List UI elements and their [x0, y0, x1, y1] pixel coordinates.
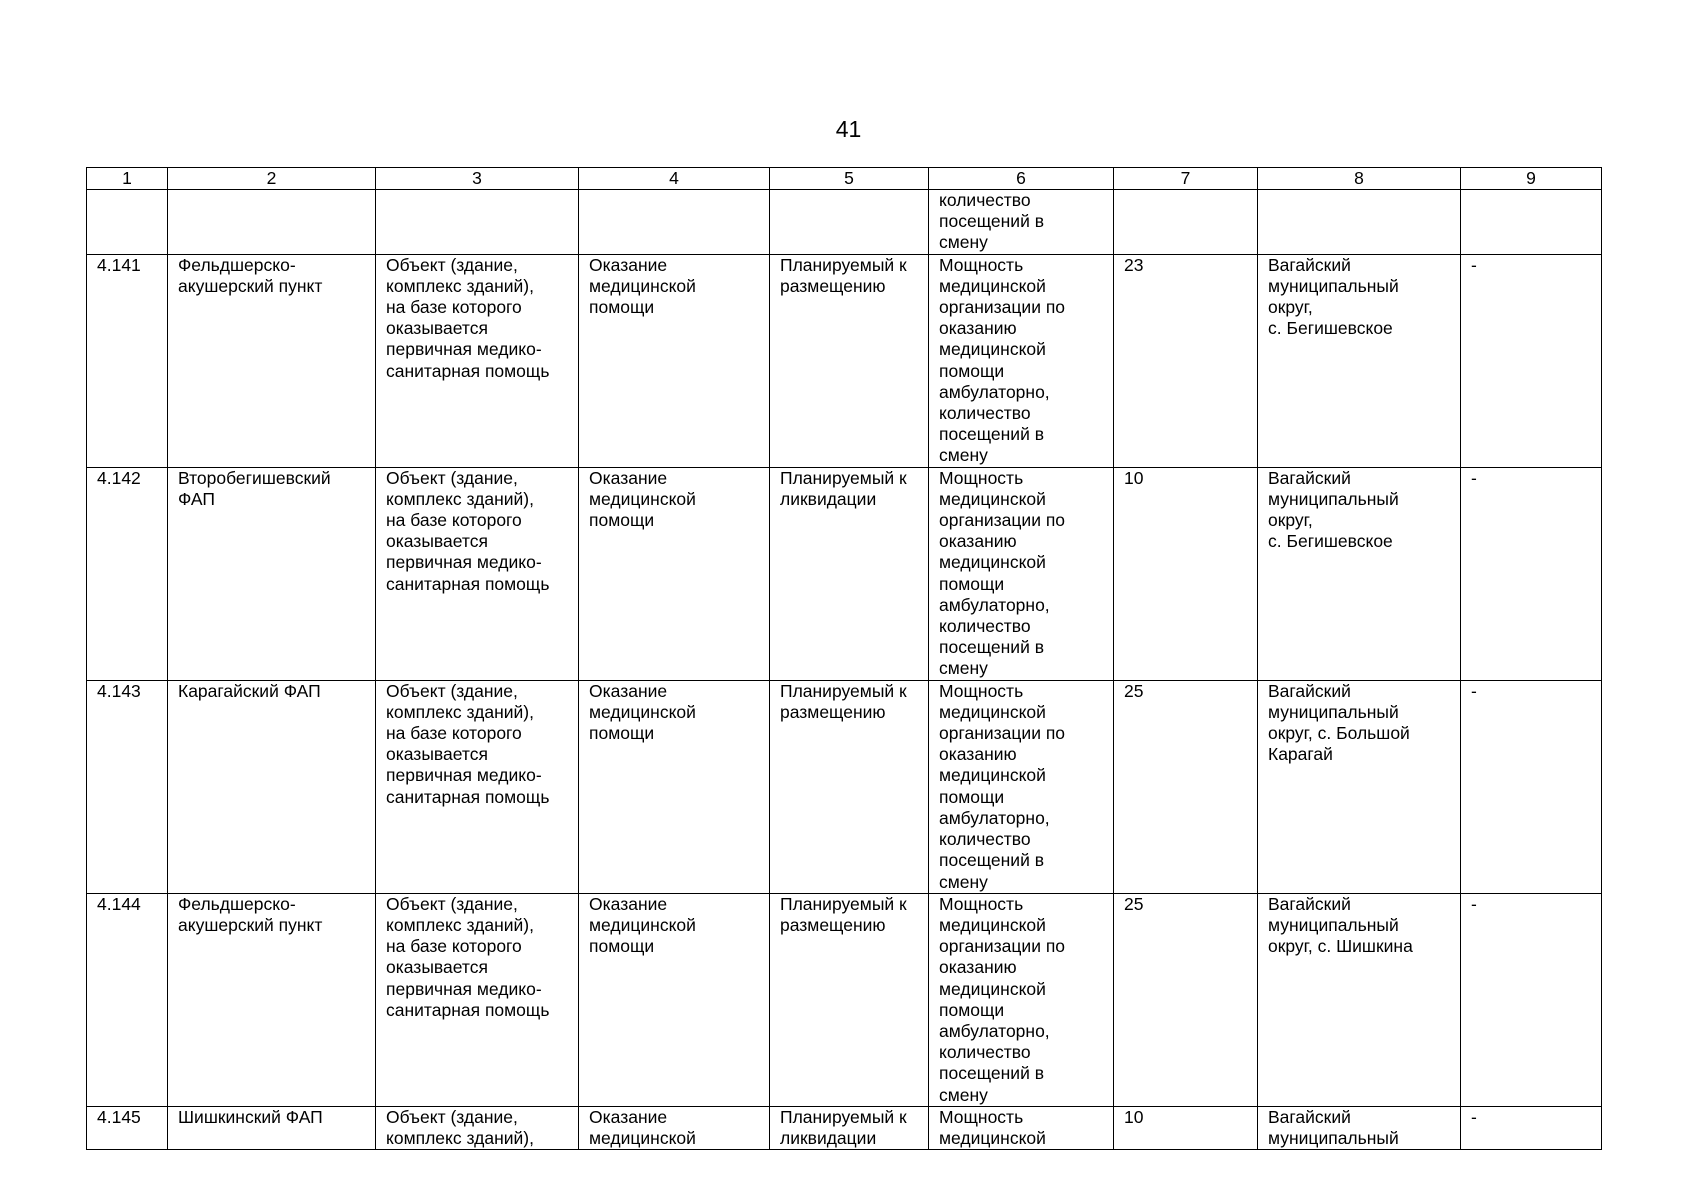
status-cell: Планируемый к размещению [770, 680, 929, 893]
zone-cell: - [1461, 893, 1602, 1106]
status-cell: Планируемый к размещению [770, 254, 929, 467]
object-name-cell: Второбегишевский ФАП [168, 467, 376, 680]
status-cell: Планируемый к размещению [770, 893, 929, 1106]
table-cell [168, 190, 376, 255]
column-number: 8 [1258, 168, 1461, 190]
characteristic-cell: Мощность медицинской организации по оказанию медицинской помощи амбулаторно, количество посещений в смену [929, 680, 1114, 893]
table-row [87, 893, 1602, 1106]
column-number: 9 [1461, 168, 1602, 190]
continuation-row [87, 190, 1602, 255]
object-type-cell: Объект (здание, комплекс зданий), на базе которого оказывается первичная медико- санитарная помощь [376, 254, 579, 467]
table-row [87, 680, 1602, 893]
location-cell: Вагайский муниципальный [1258, 1106, 1461, 1149]
page-number: 41 [835, 116, 862, 142]
table-row [87, 254, 1602, 467]
column-number: 2 [168, 168, 376, 190]
characteristic-cell: Мощность медицинской организации по оказанию медицинской помощи амбулаторно, количество посещений в смену [929, 254, 1114, 467]
location-cell: Вагайский муниципальный округ, с. Бегишевское [1258, 254, 1461, 467]
object-type-cell: Объект (здание, комплекс зданий), на базе которого оказывается первичная медико- санитарная помощь [376, 680, 579, 893]
characteristic-cell: Мощность медицинской организации по оказанию медицинской помощи амбулаторно, количество посещений в смену [929, 893, 1114, 1106]
column-number-row [87, 168, 1602, 190]
zone-cell: - [1461, 467, 1602, 680]
zone-cell: - [1461, 254, 1602, 467]
object-name-cell: Фельдшерско- акушерский пункт [168, 893, 376, 1106]
table-cell [1114, 190, 1258, 255]
location-cell: Вагайский муниципальный округ, с. Шишкина [1258, 893, 1461, 1106]
row-number-cell: 4.142 [87, 467, 168, 680]
status-cell: Планируемый к ликвидации [770, 467, 929, 680]
value-cell: 25 [1114, 893, 1258, 1106]
column-number: 1 [87, 168, 168, 190]
purpose-cell: Оказание медицинской помощи [579, 893, 770, 1106]
row-number-cell: 4.143 [87, 680, 168, 893]
row-number-cell: 4.141 [87, 254, 168, 467]
column-number: 7 [1114, 168, 1258, 190]
table-row [87, 1106, 1602, 1149]
zone-cell: - [1461, 1106, 1602, 1149]
object-name-cell: Карагайский ФАП [168, 680, 376, 893]
table-row [87, 467, 1602, 680]
table-cell [87, 190, 168, 255]
column-number: 6 [929, 168, 1114, 190]
characteristic-cell: Мощность медицинской [929, 1106, 1114, 1149]
object-type-cell: Объект (здание, комплекс зданий), [376, 1106, 579, 1149]
column-number: 4 [579, 168, 770, 190]
value-cell: 25 [1114, 680, 1258, 893]
object-type-cell: Объект (здание, комплекс зданий), на базе которого оказывается первичная медико- санитарная помощь [376, 467, 579, 680]
value-cell: 10 [1114, 467, 1258, 680]
purpose-cell: Оказание медицинской помощи [579, 467, 770, 680]
table-cell [579, 190, 770, 255]
location-cell: Вагайский муниципальный округ, с. Большой Карагай [1258, 680, 1461, 893]
value-cell: 10 [1114, 1106, 1258, 1149]
object-type-cell: Объект (здание, комплекс зданий), на базе которого оказывается первичная медико- санитарная помощь [376, 893, 579, 1106]
table-cell: количество посещений в смену [929, 190, 1114, 255]
object-name-cell: Шишкинский ФАП [168, 1106, 376, 1149]
location-cell: Вагайский муниципальный округ, с. Бегишевское [1258, 467, 1461, 680]
purpose-cell: Оказание медицинской [579, 1106, 770, 1149]
column-number: 3 [376, 168, 579, 190]
status-cell: Планируемый к ликвидации [770, 1106, 929, 1149]
table-cell [1258, 190, 1461, 255]
column-number: 5 [770, 168, 929, 190]
table-cell [770, 190, 929, 255]
object-name-cell: Фельдшерско- акушерский пункт [168, 254, 376, 467]
characteristic-cell: Мощность медицинской организации по оказанию медицинской помощи амбулаторно, количество посещений в смену [929, 467, 1114, 680]
row-number-cell: 4.144 [87, 893, 168, 1106]
purpose-cell: Оказание медицинской помощи [579, 254, 770, 467]
row-number-cell: 4.145 [87, 1106, 168, 1149]
purpose-cell: Оказание медицинской помощи [579, 680, 770, 893]
table-cell [1461, 190, 1602, 255]
objects-table [86, 167, 1602, 1150]
zone-cell: - [1461, 680, 1602, 893]
table-cell [376, 190, 579, 255]
value-cell: 23 [1114, 254, 1258, 467]
